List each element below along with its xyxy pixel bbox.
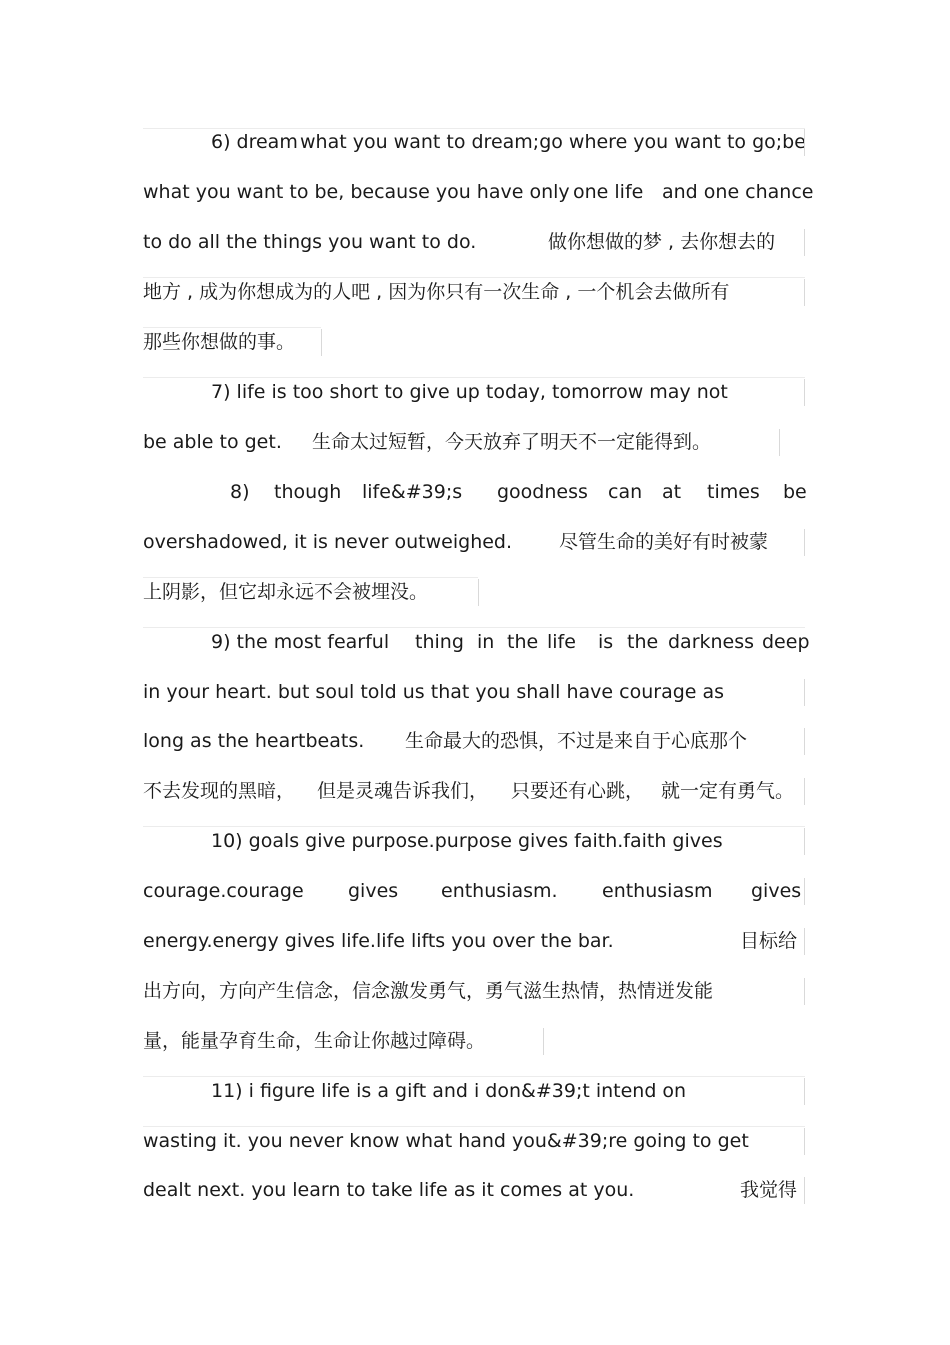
text-segment: 做你想做的梦 , 去你想去的 [548, 231, 776, 253]
text-segment: 量，能量孕育生命，生命让你越过障碍。 [143, 1030, 486, 1052]
text-segment: life&#39;s [362, 481, 463, 503]
text-line [143, 826, 805, 856]
text-segment: to do all the things you want to do. [143, 231, 477, 253]
text-segment: what you want to dream;go where you want to go;be [300, 131, 806, 153]
text-segment: 9) the most fearful [211, 631, 390, 653]
text-segment: 8) [230, 481, 250, 503]
text-segment: energy.energy gives life.life lifts you over the bar. [143, 930, 614, 952]
text-segment: 生命太过短暂，今天放弃了明天不一定能得到。 [312, 431, 712, 453]
text-line [143, 926, 805, 956]
text-segment: courage.courage [143, 880, 304, 902]
text-segment: 尽管生命的美好有时被蒙 [559, 531, 769, 553]
text-segment: 6) dream [211, 131, 298, 153]
text-line [143, 726, 805, 756]
text-line [143, 177, 814, 207]
text-line [143, 277, 805, 307]
text-segment: can [608, 481, 643, 503]
text-segment: darkness [668, 631, 755, 653]
text-segment: what you want to be, because you have only [143, 181, 570, 203]
text-segment: gives [348, 880, 399, 902]
text-line [143, 1076, 805, 1106]
text-segment: and one chance [662, 181, 814, 203]
text-segment: in your heart. but soul told us that you shall have courage as [143, 681, 725, 703]
text-segment: in [477, 631, 495, 653]
text-segment: 但是灵魂告诉我们， [317, 780, 489, 802]
text-line [143, 1175, 805, 1205]
text-segment: 地方 , 成为你想成为的人吧 , 因为你只有一次生命 , 一个机会去做所有 [143, 281, 730, 303]
text-line [143, 227, 805, 257]
text-line [143, 1026, 805, 1056]
text-segment: 7) life is too short to give up today, tomorrow may not [211, 381, 728, 403]
text-segment: 10) goals give purpose.purpose gives faith.faith gives [211, 830, 723, 852]
text-line [143, 477, 805, 507]
text-segment: wasting it. you never know what hand you&#39;re going to get [143, 1130, 749, 1152]
text-segment: deep [762, 631, 810, 653]
text-segment: the [627, 631, 659, 653]
text-segment: 上阴影，但它却永远不会被埋没。 [143, 581, 429, 603]
text-segment: goodness [497, 481, 588, 503]
text-segment: one life [573, 181, 644, 203]
text-segment: 就一定有勇气。 [661, 780, 795, 802]
text-line [143, 377, 805, 407]
text-segment: 目标给 [740, 930, 798, 952]
text-line [143, 776, 805, 806]
text-segment: though [274, 481, 342, 503]
text-line [143, 876, 805, 906]
text-segment: 出方向，方向产生信念，信念激发勇气，勇气滋生热情，热情迸发能 [143, 980, 714, 1002]
text-line [143, 527, 805, 557]
text-segment: be able to get. [143, 431, 282, 453]
text-line [143, 127, 805, 157]
text-segment: enthusiasm [602, 880, 713, 902]
text-line [143, 327, 805, 357]
text-segment: long as the heartbeats. [143, 730, 365, 752]
text-segment: is [598, 631, 614, 653]
text-segment: be [783, 481, 807, 503]
text-line [143, 976, 805, 1006]
text-segment: enthusiasm. [441, 880, 558, 902]
text-segment: the [507, 631, 539, 653]
text-line [143, 627, 810, 657]
text-segment: gives [751, 880, 802, 902]
text-line [143, 577, 805, 607]
text-segment: thing [415, 631, 464, 653]
text-segment: 11) i figure life is a gift and i don&#39;t intend on [211, 1080, 687, 1102]
text-segment: 只要还有心跳， [511, 780, 645, 802]
text-segment: at [662, 481, 682, 503]
text-segment: 我觉得 [740, 1179, 798, 1201]
text-line [143, 1126, 805, 1156]
text-segment: dealt next. you learn to take life as it comes at you. [143, 1179, 635, 1201]
text-line [143, 677, 805, 707]
text-segment: 那些你想做的事。 [143, 331, 296, 353]
text-segment: overshadowed, it is never outweighed. [143, 531, 513, 553]
text-segment: 不去发现的黑暗， [143, 780, 296, 802]
text-segment: 生命最大的恐惧，不过是来自于心底那个 [405, 730, 748, 752]
text-line [143, 427, 805, 457]
text-segment: times [707, 481, 760, 503]
text-segment: life [547, 631, 576, 653]
